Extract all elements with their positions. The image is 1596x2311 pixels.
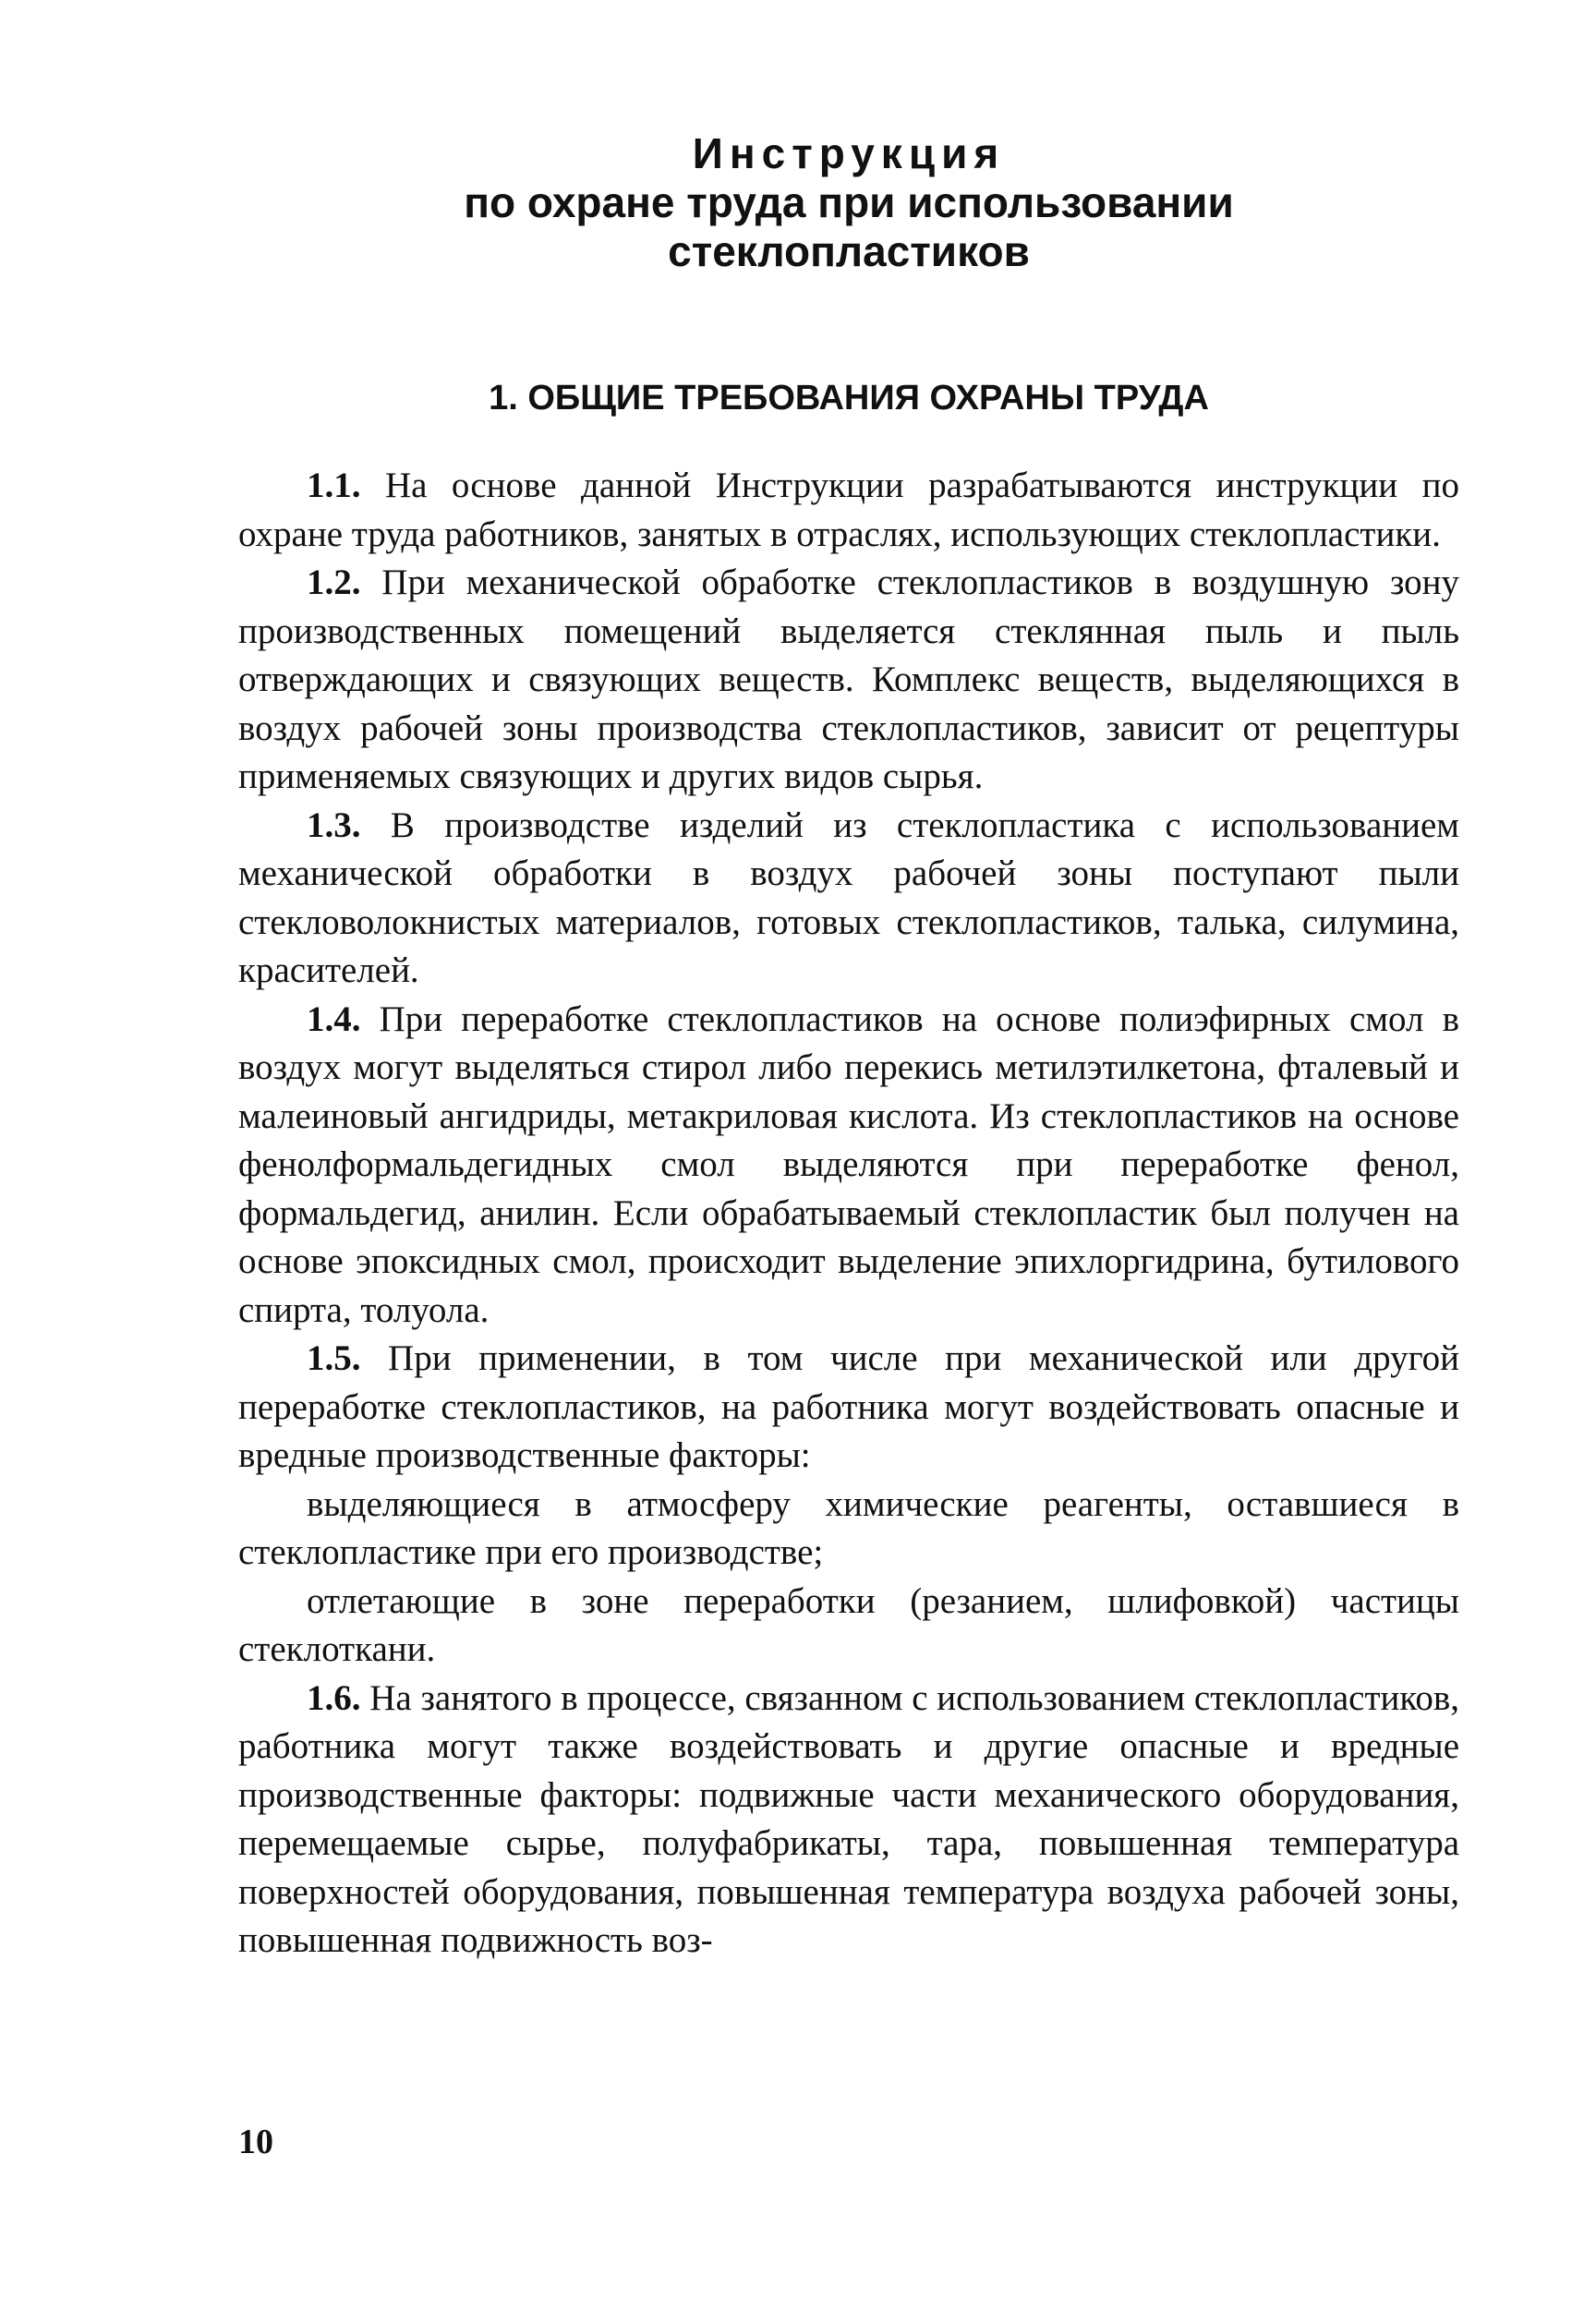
section-heading: 1. ОБЩИЕ ТРЕБОВАНИЯ ОХРАНЫ ТРУДА bbox=[489, 379, 1209, 417]
title-line-1: Инструкция bbox=[692, 129, 1006, 177]
paragraph-number: 1.5. bbox=[307, 1338, 361, 1378]
document-page bbox=[238, 129, 1459, 1960]
paragraph-text: На занятого в процессе, связанном с использованием стеклопластиков, работника могут также воздействовать и другие опасные и вредные производственные факторы: подвижные части механического оборудования, перемещаемые сырье, полуфабрикаты, тара, повышенная температура поверхностей оборудования, повышенная температура воздуха рабочей зоны, повышенная подвижность воз- bbox=[238, 1677, 1459, 1960]
paragraph-text: При механической обработке стеклопластиков в воздушную зону производственных помещений выделяется стеклянная пыль и пыль отверждающих и связующих веществ. Комплекс веществ, выделяющихся в воздух рабочей зоны производства стеклопластиков, зависит от рецептуры применяемых связующих и других видов сырья. bbox=[238, 563, 1459, 796]
paragraph-text: При переработке стеклопластиков на основе полиэфирных смол в воздух могут выделяться стирол либо перекись метилэтилкетона, фталевый и малеиновый ангидриды, метакриловая кислота. Из стеклопластиков на основе фенолформальдегидных смол выделяются при переработке фенол, формальдегид, анилин. Если обрабатываемый стеклопластик был получен на основе эпоксидных смол, происходит выделение эпихлоргидрина, бутилового спирта, толуола. bbox=[238, 998, 1459, 1330]
paragraph-factor-1 bbox=[238, 1481, 1459, 1578]
paragraph-1-2 bbox=[238, 559, 1459, 802]
paragraph-1-6 bbox=[238, 1675, 1459, 1966]
paragraph-text: отлетающие в зоне переработки (резанием, шлифовкой) частицы стеклоткани. bbox=[238, 1580, 1459, 1669]
title-line-2: по охране труда при использовании bbox=[464, 178, 1234, 226]
paragraph-1-4 bbox=[238, 996, 1459, 1336]
paragraph-number: 1.1. bbox=[307, 466, 361, 505]
paragraph-number: 1.4. bbox=[307, 998, 361, 1039]
body-text bbox=[238, 462, 1459, 1966]
page-number: 10 bbox=[238, 2123, 273, 2161]
paragraph-number: 1.2. bbox=[307, 563, 361, 602]
paragraph-number: 1.6. bbox=[307, 1677, 361, 1718]
paragraph-text: В производстве изделий из стеклопластика с использованием механической обработки в воздух рабочей зоны поступают пыли стекловолокнистых материалов, готовых стеклопластиков, талька, силумина, красителей. bbox=[238, 805, 1459, 990]
title-line-3: стеклопластиков bbox=[668, 227, 1030, 275]
paragraph-number: 1.3. bbox=[307, 805, 361, 845]
paragraph-1-5 bbox=[238, 1335, 1459, 1481]
paragraph-1-3 bbox=[238, 802, 1459, 996]
paragraph-text: При применении, в том числе при механической или другой переработке стеклопластиков, на работника могут воздействовать опасные и вредные производственные факторы: bbox=[238, 1338, 1459, 1475]
paragraph-factor-2 bbox=[238, 1578, 1459, 1675]
paragraph-text: На основе данной Инструкции разрабатываются инструкции по охране труда работников, занятых в отраслях, использующих стеклопластики. bbox=[238, 466, 1459, 554]
document-title bbox=[238, 129, 1459, 276]
paragraph-1-1 bbox=[238, 462, 1459, 559]
paragraph-text: выделяющиеся в атмосферу химические реагенты, оставшиеся в стеклопластике при его производстве; bbox=[238, 1483, 1459, 1572]
